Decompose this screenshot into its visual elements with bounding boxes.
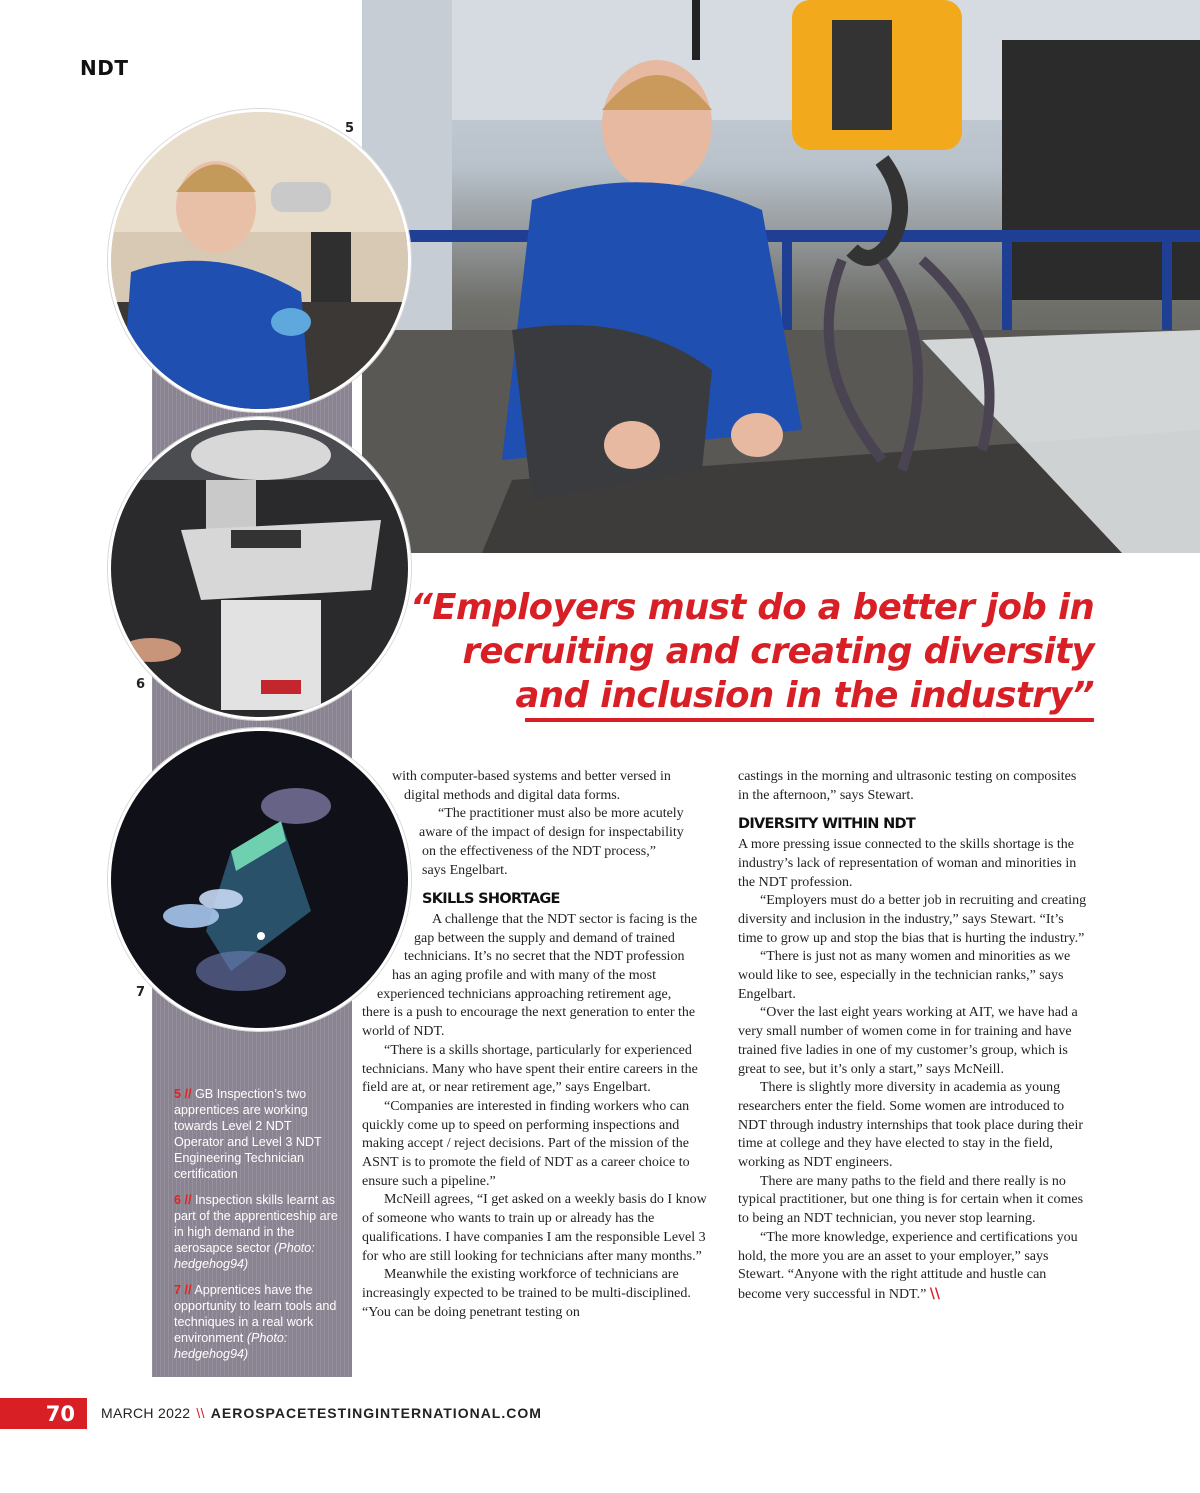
- caption-6: [174, 1192, 342, 1272]
- photo-7-number: 7: [136, 985, 146, 1000]
- wrap-line: experienced technicians approaching retirement age,: [377, 986, 672, 1002]
- paragraph: “There is a skills shortage, particularly for experienced technicians. Many who have spent their entire careers in the field are at, or near retirement age,” says Engelbart.: [362, 1042, 698, 1096]
- photo-5-number: 5: [345, 121, 355, 136]
- paragraph: McNeill agrees, “I get asked on a weekly basis do I know of someone who wants to train up or already has the qualifications. I have companies I am the responsible Level 3 for who are still looking for technicians after many months.”: [362, 1192, 707, 1264]
- issue-date: MARCH 2022: [101, 1405, 191, 1421]
- wrap-line: with computer-based systems and better versed in: [392, 769, 671, 784]
- wrap-line: “The practitioner must also be more acutely: [438, 806, 684, 822]
- caption-5-text: GB Inspection’s two apprentices are working towards Level 2 NDT Operator and Level 3 NDT Engineering Technician certification: [174, 1087, 322, 1181]
- photo-6-circle: [108, 417, 411, 720]
- body-column-2: [738, 768, 1090, 1305]
- pull-quote: [410, 586, 1094, 718]
- body-column-1: [362, 768, 718, 1322]
- website-link[interactable]: AEROSPACETESTINGINTERNATIONAL.COM: [210, 1405, 542, 1421]
- paragraph: There are many paths to the field and there really is no typical practitioner, but one thing is for certain when it comes to being an NDT technician, you never stop learning.: [738, 1173, 1084, 1227]
- pull-quote-line: recruiting and creating diversity: [462, 631, 1094, 672]
- caption-7-credit: (Photo: hedgehog94): [174, 1331, 288, 1361]
- paragraph: There is slightly more diversity in academia as young researchers enter the field. Some women are introduced to NDT through industry internships that took place during their time at college and they have elected to stay in the field, working as NDT engineers.: [738, 1080, 1084, 1171]
- paragraph: “Employers must do a better job in recruiting and creating diversity and inclusion in the industry,” says Stewart. “It’s time to grow up and stop the bias that is hurting the industry.”: [738, 893, 1087, 946]
- caption-6-number: 6 //: [174, 1193, 192, 1207]
- paragraph: [738, 1229, 1090, 1305]
- caption-5: [174, 1086, 342, 1182]
- pull-quote-rule: [525, 718, 1094, 722]
- wrap-line: on the effectiveness of the NDT process,”: [422, 843, 656, 859]
- paragraph: “Over the last eight years working at AIT, we have had a very small number of women come in for training and have trained five ladies in one of my customer’s group, which is great to see, but it’s only a start,” says McNeill.: [738, 1005, 1078, 1077]
- wrap-line: aware of the impact of design for inspectability: [419, 825, 684, 841]
- caption-6-text: Inspection skills learnt as part of the apprenticeship are in high demand in the aerosapce sector: [174, 1193, 338, 1255]
- photo-captions: [174, 1086, 342, 1372]
- paragraph: Meanwhile the existing workforce of technicians are increasingly expected to be trained to be multi-disciplined. “You can be doing penetrant testing on: [362, 1267, 691, 1320]
- paragraph: there is a push to encourage the next generation to enter the world of NDT.: [362, 1005, 696, 1040]
- caption-7: [174, 1282, 342, 1362]
- wrap-line: digital methods and digital data forms.: [404, 787, 621, 803]
- hero-photo: [362, 0, 1200, 553]
- paragraph: A more pressing issue connected to the skills shortage is the industry’s lack of representation of woman and minorities in the NDT profession.: [738, 837, 1077, 890]
- page-number: 70: [0, 1398, 87, 1429]
- footer-separator: \\: [196, 1405, 205, 1421]
- pull-quote-line: and inclusion in the industry”: [515, 675, 1094, 716]
- wrap-line: gap between the supply and demand of trained: [414, 930, 675, 946]
- section-tag: NDT: [80, 56, 129, 80]
- caption-7-number: 7 //: [174, 1283, 192, 1297]
- final-paragraph-text: “The more knowledge, experience and certifications you hold, the more you are an asset to your employer,” says Stewart. “Anyone with the right attitude and hustle can become very successful in NDT.”: [738, 1229, 1078, 1302]
- caption-6-credit: (Photo: hedgehog94): [174, 1241, 315, 1271]
- caption-5-number: 5 //: [174, 1087, 192, 1101]
- paragraph: “Companies are interested in finding workers who can quickly come up to speed on performing inspections and making accept / reject decisions. Part of the mission of the ASNT is to promote the field of NDT as a career choice to ensure such a pipeline.”: [362, 1098, 690, 1189]
- subhead-skills-shortage: SKILLS SHORTAGE: [422, 891, 560, 908]
- pull-quote-line: “Employers must do a better job in: [410, 587, 1095, 628]
- photo-6-number: 6: [136, 677, 146, 692]
- paragraph: “There is just not as many women and minorities as we would like to see, especially in the technician ranks,” says Engelbart.: [738, 949, 1071, 1002]
- wrap-line: technicians. It’s no secret that the NDT profession: [404, 949, 685, 965]
- end-mark: \\: [929, 1285, 941, 1302]
- subhead-diversity: DIVERSITY WITHIN NDT: [738, 816, 916, 833]
- wrap-line: A challenge that the NDT sector is facing is the: [432, 911, 698, 927]
- footer-line: [101, 1405, 542, 1421]
- paragraph: castings in the morning and ultrasonic testing on composites in the afternoon,” says Stewart.: [738, 769, 1077, 803]
- wrap-line: says Engelbart.: [422, 862, 508, 878]
- wrap-line: has an aging profile and with many of the most: [392, 968, 656, 984]
- caption-7-text: Apprentices have the opportunity to learn tools and techniques in a real work environment: [174, 1283, 337, 1345]
- photo-5-circle: [108, 109, 411, 412]
